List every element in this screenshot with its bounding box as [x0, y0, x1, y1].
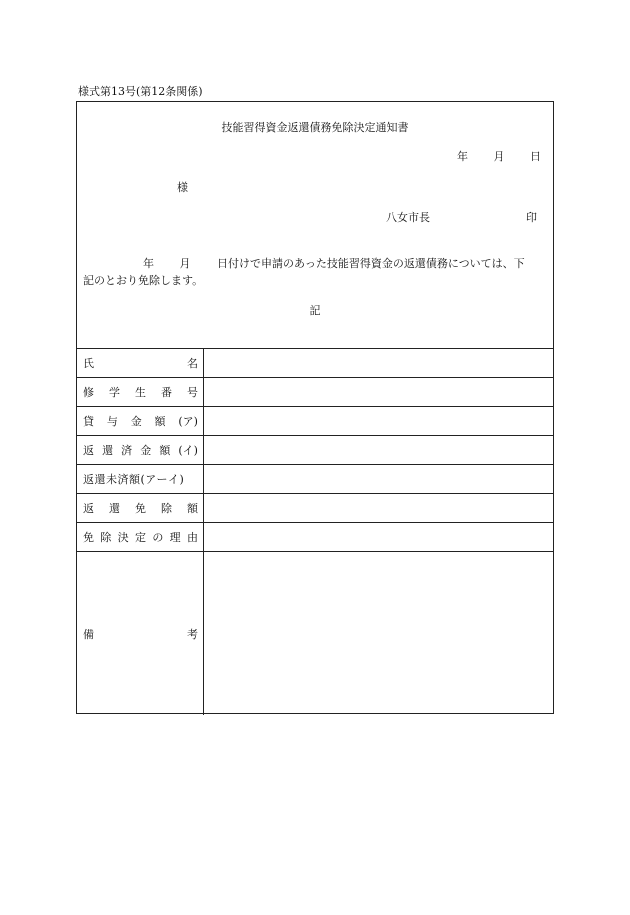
date-year-label: 年 — [457, 150, 468, 163]
row-label-text: 与 — [106, 415, 118, 428]
date-month-label: 月 — [493, 150, 505, 163]
row-label-text: 決 — [117, 531, 129, 544]
row-label — [77, 494, 204, 522]
row-label-text: 額 — [159, 444, 171, 457]
body-text-line-2: 記のとおり免除します。 — [83, 274, 204, 287]
ki-heading: 記 — [309, 304, 321, 317]
row-value-field[interactable] — [204, 407, 553, 435]
row-label-text: 番 — [161, 386, 172, 399]
body-text-line-1: 日付けで申請のあった技能習得資金の返還債務については、下 — [217, 257, 525, 270]
row-label — [77, 436, 204, 464]
row-value-field[interactable] — [204, 349, 553, 377]
row-label — [77, 465, 204, 493]
table-row — [77, 378, 553, 407]
issue-date — [457, 151, 541, 162]
row-label-text: 理 — [169, 531, 181, 544]
row-label-text: 済 — [121, 444, 133, 457]
row-label-text: 返 — [83, 444, 94, 457]
row-label-text: 免 — [135, 502, 146, 515]
row-label-text: 金 — [130, 415, 142, 428]
row-value-field[interactable] — [204, 523, 553, 551]
application-month-label: 月 — [179, 257, 191, 270]
row-label-text: 金 — [140, 444, 152, 457]
row-label-text: 免 — [83, 531, 94, 544]
row-label — [77, 349, 204, 377]
table-row — [77, 552, 553, 715]
row-label — [77, 378, 204, 406]
row-label-text: 還 — [102, 444, 114, 457]
row-value-field[interactable] — [204, 378, 553, 406]
addressee-suffix: 様 — [177, 181, 188, 194]
row-label — [77, 552, 204, 715]
row-label-text: 備 — [83, 627, 94, 641]
application-date — [143, 258, 213, 269]
table-row — [77, 407, 553, 436]
row-label-text: 号 — [187, 386, 198, 399]
application-year-label: 年 — [143, 257, 154, 270]
table-row — [77, 523, 553, 552]
form-frame — [76, 101, 554, 714]
notice-header — [77, 102, 553, 348]
row-label-text: 額 — [187, 502, 198, 515]
detail-table — [77, 348, 553, 715]
row-value-field[interactable] — [204, 465, 553, 493]
table-row — [77, 349, 553, 378]
row-label-text: 考 — [187, 627, 198, 641]
date-day-label: 日 — [530, 150, 541, 163]
row-label — [77, 523, 204, 551]
row-value-field[interactable] — [204, 552, 553, 715]
table-row — [77, 465, 553, 494]
table-row — [77, 436, 553, 465]
table-row — [77, 494, 553, 523]
row-label-text: (ア) — [178, 415, 198, 428]
row-label-text: 定 — [134, 531, 146, 544]
row-label-text: (イ) — [178, 444, 198, 457]
issuer-name: 八女市長 — [386, 211, 430, 224]
document-title: 技能習得資金返還債務免除決定通知書 — [221, 121, 409, 134]
row-label-text: 氏 — [83, 357, 94, 370]
row-label-text: 生 — [135, 386, 146, 399]
row-label-text: 除 — [161, 502, 172, 515]
row-label-text: 除 — [100, 531, 112, 544]
row-label-text: 返 — [83, 502, 94, 515]
row-value-field[interactable] — [204, 494, 553, 522]
row-label-text: 額 — [154, 415, 166, 428]
row-label-text: 貸 — [83, 415, 94, 428]
row-value-field[interactable] — [204, 436, 553, 464]
form-number: 様式第13号(第12条関係) — [78, 85, 203, 98]
row-label-text: 還 — [109, 502, 120, 515]
row-label-text: 由 — [186, 531, 198, 544]
row-label-text: 修 — [83, 386, 94, 399]
row-label — [77, 407, 204, 435]
row-label-text: 名 — [187, 357, 198, 370]
row-label-text: 学 — [109, 386, 120, 399]
row-label-text: の — [152, 531, 164, 544]
row-label-text: 返還未済額(アーイ) — [83, 473, 185, 486]
seal-mark: 印 — [526, 211, 537, 224]
